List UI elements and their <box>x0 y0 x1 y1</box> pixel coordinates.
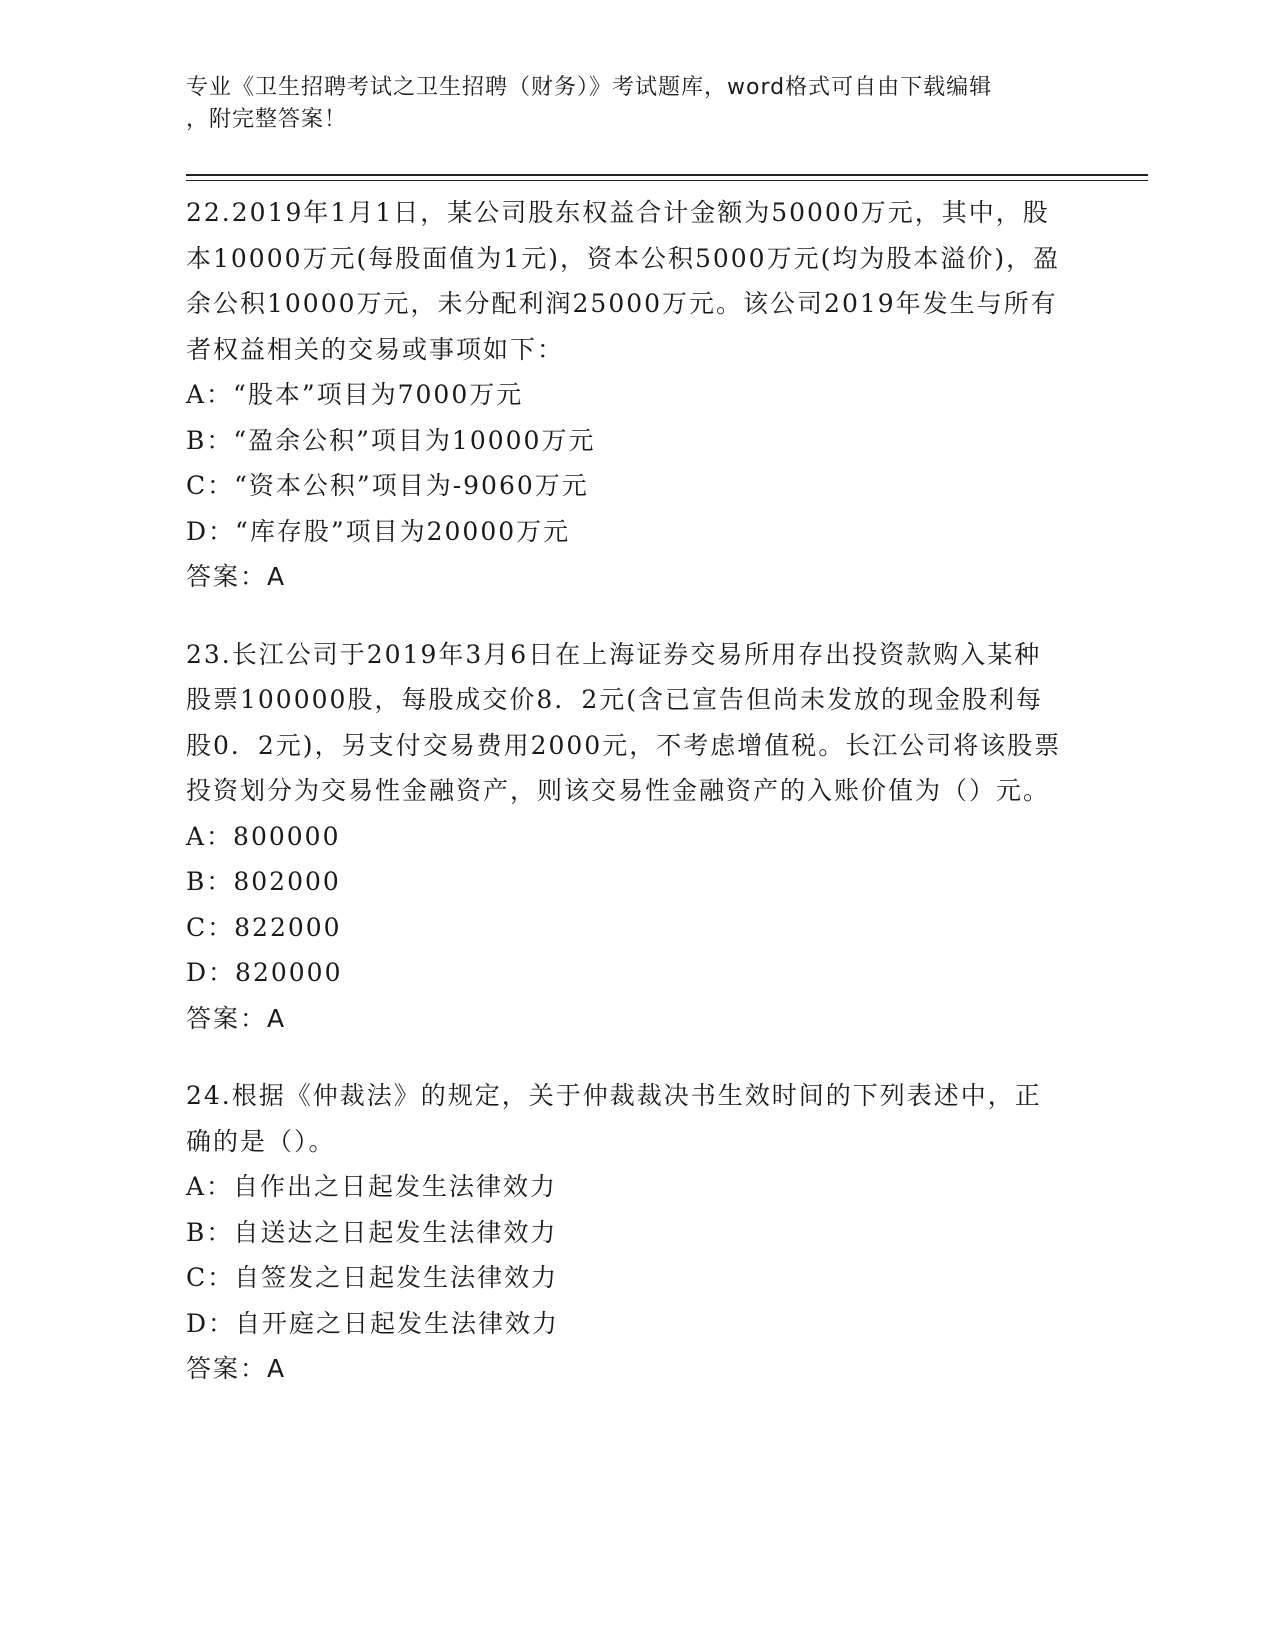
document-header <box>186 72 1066 136</box>
option-d: D：820000 <box>186 958 343 987</box>
option-a: A：“股本”项目为7000万元 <box>186 380 524 409</box>
question-23 <box>186 632 1066 1042</box>
question-stem: 24.根据《仲裁法》的规定，关于仲裁裁决书生效时间的下列表述中，正确的是（）。 <box>186 1081 1042 1156</box>
header-line-2: ，附完整答案！ <box>186 107 348 132</box>
option-c: C：自签发之日起发生法律效力 <box>186 1263 559 1292</box>
header-line-1: 专业《卫生招聘考试之卫生招聘（财务）》考试题库，word格式可自由下载编辑 <box>186 75 993 100</box>
option-b: B：“盈余公积”项目为10000万元 <box>186 425 596 455</box>
question-stem: 23.长江公司于2019年3月6日在上海证券交易所用存出投资款购入某种股票100000股，每股成交价8．2元(含已宣告但尚未发放的现金股利每股0．2元)，另支付交易费用2000元，不考虑增值税。长江公司将该股票投资划分为交易性金融资产，则该交易性金融资产的入账价值为（）元。 <box>186 639 1062 805</box>
option-c: C：822000 <box>186 912 342 942</box>
header-divider-thin <box>186 180 1148 181</box>
option-d: D：自开庭之日起发生法律效力 <box>186 1308 560 1338</box>
option-c: C：“资本公积”项目为-9060万元 <box>186 471 589 500</box>
header-divider-thick <box>186 174 1148 176</box>
option-d: D：“库存股”项目为20000万元 <box>186 516 571 546</box>
question-22 <box>186 190 1066 600</box>
option-a: A：800000 <box>186 821 341 851</box>
answer-line: 答案：A <box>186 562 287 591</box>
question-24 <box>186 1073 1066 1392</box>
question-stem: 22.2019年1月1日，某公司股东权益合计金额为50000万元，其中，股本10000万元(每股面值为1元)，资本公积5000万元(均为股本溢价)，盈余公积10000万元，未分配利润25000万元。该公司2019年发生与所有者权益相关的交易或事项如下： <box>186 198 1061 364</box>
question-list <box>186 190 1066 1424</box>
option-b: B：802000 <box>186 867 341 896</box>
option-b: B：自送达之日起发生法律效力 <box>186 1217 558 1247</box>
answer-line: 答案：A <box>186 1354 287 1383</box>
answer-line: 答案：A <box>186 1003 287 1033</box>
option-a: A：自作出之日起发生法律效力 <box>186 1172 558 1201</box>
